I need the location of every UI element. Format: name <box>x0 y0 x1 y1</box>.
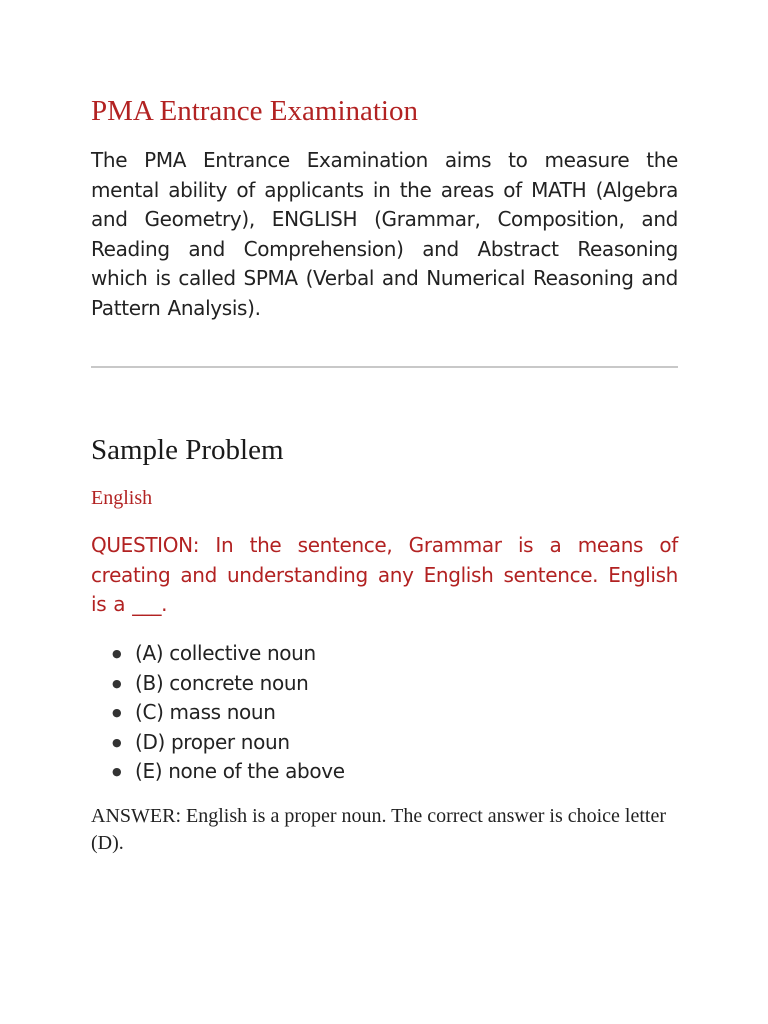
choice-item <box>91 669 345 699</box>
bullet-icon: ● <box>112 765 122 779</box>
choice-label: (B) concrete noun <box>135 670 309 695</box>
bullet-icon: ● <box>112 706 122 720</box>
answer-text: ANSWER: English is a proper noun. The correct answer is choice letter (D). <box>91 805 667 854</box>
choice-item <box>91 639 345 669</box>
bullet-icon: ● <box>112 735 122 749</box>
choice-label: (C) mass noun <box>135 700 276 725</box>
choice-item <box>91 698 345 728</box>
bullet-icon: ● <box>112 676 122 690</box>
question-text: QUESTION: In the sentence, Grammar is a means of creating and understanding any English sentence. English is a ___. <box>91 533 678 617</box>
choice-label: (A) collective noun <box>135 641 316 665</box>
subject-label: English <box>91 487 153 509</box>
section-title: Sample Problem <box>91 434 284 466</box>
choices-list <box>91 639 345 787</box>
intro-paragraph: The PMA Entrance Examination aims to measure the mental ability of applicants in the areas of MATH (Algebra and Geometry), ENGLISH (Grammar, Composition, and Reading and Comprehension) and Abstract Reasoning which is called SPMA (Verbal and Numerical Reasoning and Pattern Analysis). <box>91 148 678 320</box>
choice-item <box>91 728 345 758</box>
section-divider <box>91 366 678 368</box>
choice-item <box>91 757 345 787</box>
choice-label: (E) none of the above <box>135 759 345 784</box>
bullet-icon: ● <box>112 647 122 660</box>
document-title: PMA Entrance Examination <box>91 95 418 127</box>
choice-label: (D) proper noun <box>135 729 290 754</box>
